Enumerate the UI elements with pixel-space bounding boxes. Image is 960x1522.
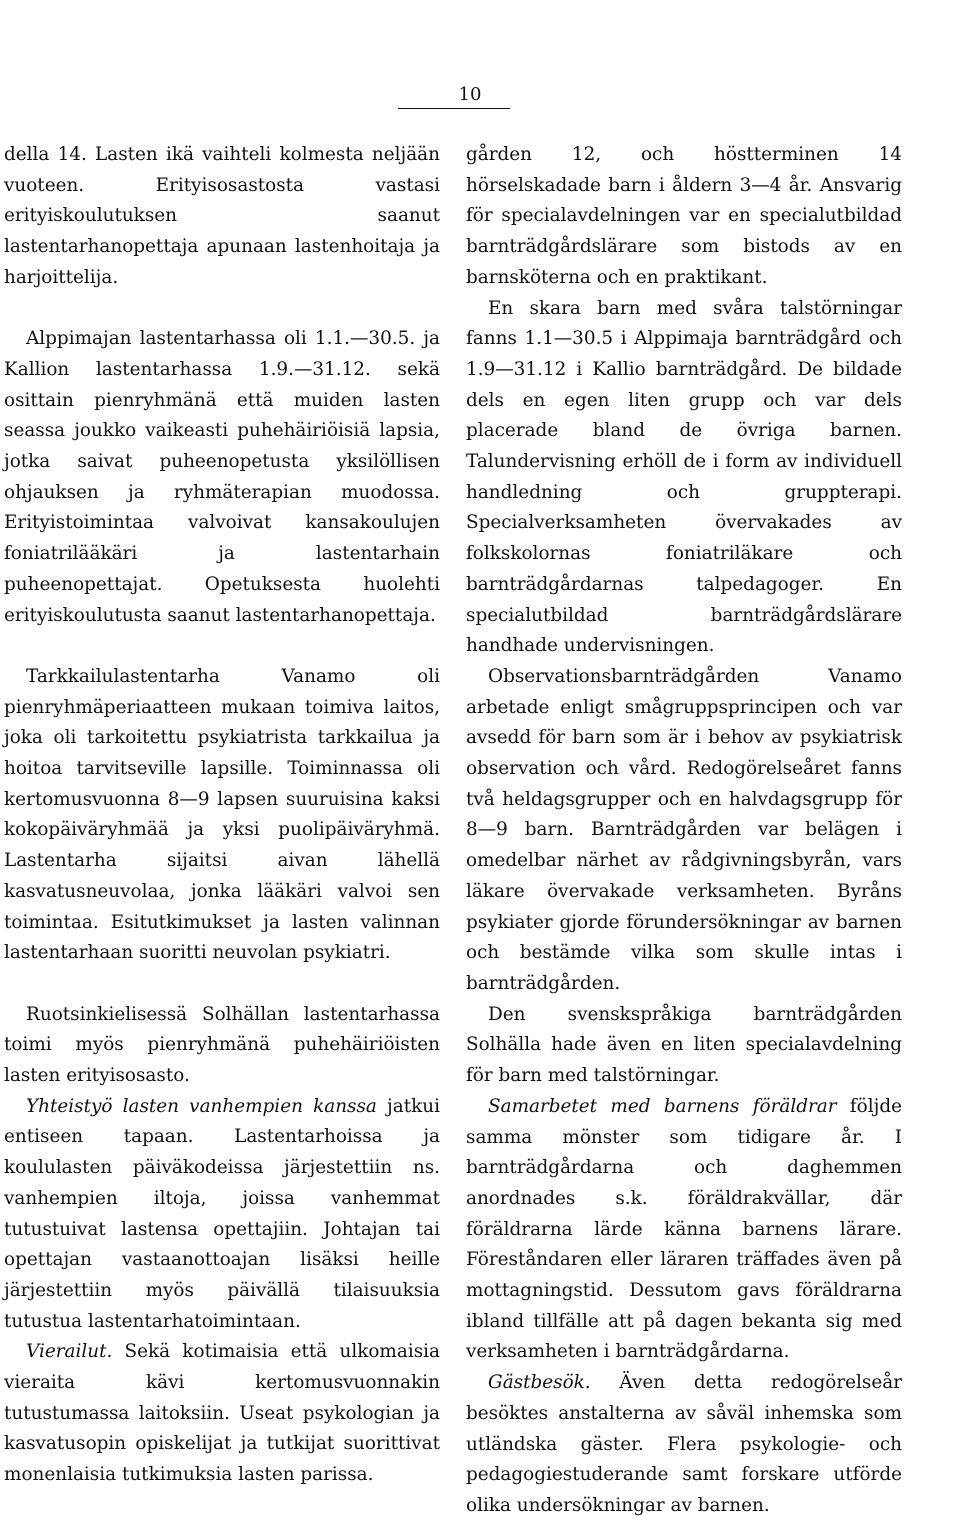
paragraph-6-text: Sekä kotimaisia että ulkomaisia vieraita kävi kertomusvuonnakin tutustumassa laitoksiin. Useat psykologian ja kasvatusopin opiskelijat ja tutkijat suorittivat monenlaisia tutkimuksia lasten parissa. (4, 1341, 440, 1486)
paragraph-5 (466, 1092, 902, 1368)
paragraph-3: Tarkkailulastentarha Vanamo oli pienryhmäperiaatteen mukaan toimiva laitos, joka oli tarkoitettu psykiatrista tarkkailua ja hoitoa tarvitseville lapsille. Toiminnassa oli kertomusvuonna 8—9 lapsen suuruisina kaksi kokopäiväryhmää ja yksi puolipäiväryhmä. Lastentarha sijaitsi aivan lähellä kasvatusneuvolaa, jonka lääkäri valvoi sen toimintaa. Esitutkimukset ja lasten valinnan lastentarhaan suoritti neuvolan psykiatri. (4, 665, 440, 964)
paragraph-5-text: jatkui entiseen tapaan. Lastentarhoissa ja koululasten päiväkodeissa järjestettiin ns. vanhempien iltoja, joissa vanhemmat tutustuivat lastensa opettajiin. Johtajan tai opettajan vastaanottoajan lisäksi heille järjestettiin myös päivällä tilaisuuksia tutustua lastentarhatoimintaan. (4, 1095, 440, 1332)
paragraph-6-text: Även detta redogörelseår besöktes anstalterna av såväl inhemska som utländska gäster. Flera psykologie- och pedagogiestuderande samt forskare utförde olika undersökningar av barnen. (466, 1372, 902, 1516)
paragraph-1: gården 12, och höstterminen 14 hörselskadade barn i åldern 3—4 år. Ansvarig för specialavdelningen var en specialutbildad barnträdgårdslärare som bistods av en barnsköterna och en praktikant. (466, 144, 902, 288)
paragraph-2: En skara barn med svåra talstörningar fanns 1.1—30.5 i Alppimaja barnträdgård och 1.9—31.12 i Kallio barnträdgård. De bildade dels en egen liten grupp och var dels placerade bland de övriga barnen. Talundervisning erhöll de i form av individuell handledning och gruppterapi. Specialverksamheten övervakades av folkskolornas foniatriläkare och barnträdgårdarnas talpedagoger. En specialutbildad barnträdgårdslärare handhade undervisningen. (466, 297, 902, 657)
paragraph-5-text: följde samma mönster som tidigare år. I barnträdgårdarna och daghemmen anordnades s.k. föräldrakvällar, där föräldrarna lärde känna barnens lärare. Föreståndaren eller läraren träffades även på mottagningstid. Dessutom gavs föräldrarna ibland tillfälle att på dagen bekanta sig med verksamheten i barnträdgårdarna. (466, 1095, 902, 1363)
right-column-swedish (466, 140, 902, 1522)
paragraph-6 (4, 1337, 440, 1491)
paragraph-6-heading: Gästbesök. (488, 1372, 591, 1394)
paragraph-6-heading: Vierailut. (26, 1341, 113, 1363)
paragraph-4: Ruotsinkielisessä Solhällan lastentarhassa toimi myös pienryhmänä puhehäiriöisten lasten erityisosasto. (4, 1003, 440, 1087)
paragraph-6 (466, 1368, 902, 1522)
paragraph-5 (4, 1092, 440, 1338)
paragraph-5-heading: Yhteistyö lasten vanhempien kanssa (26, 1095, 377, 1117)
paragraph-4: Den svenskspråkiga barnträdgården Solhälla hade även en liten specialavdelning för barn med talstörningar. (466, 1003, 902, 1087)
paragraph-1: della 14. Lasten ikä vaihteli kolmesta neljään vuoteen. Erityisosastosta vastasi erityiskoulutuksen saanut lastentarhanopettaja apunaan lastenhoitaja ja harjoittelija. (4, 144, 440, 288)
left-column-finnish (4, 140, 440, 1491)
paragraph-5-heading: Samarbetet med barnens föräldrar (488, 1095, 837, 1117)
page-number-rule (398, 108, 510, 109)
page-number: 10 (458, 84, 482, 105)
paragraph-2: Alppimajan lastentarhassa oli 1.1.—30.5. ja Kallion lastentarhassa 1.9.—31.12. sekä osittain pienryhmänä että muiden lasten seassa joukko vaikeasti puhehäiriöisiä lapsia, jotka saivat puheenopetusta yksilöllisen ohjauksen ja ryhmäterapian muodossa. Erityistoimintaa valvoivat kansakoulujen foniatrilääkäri ja lastentarhain puheenopettajat. Opetuksesta huolehti erityiskoulutusta saanut lastentarhanopettaja. (4, 328, 440, 626)
paragraph-3: Observationsbarnträdgården Vanamo arbetade enligt smågruppsprincipen och var avsedd för barn som är i behov av psykiatrisk observation och vård. Redogörelseåret fanns två heldagsgrupper och en halvdagsgrupp för 8—9 barn. Barnträdgården var belägen i omedelbar närhet av rådgivningsbyrån, vars läkare övervakade verksamheten. Byråns psykiater gjorde förundersökningar av barnen och bestämde vilka som skulle intas i barnträdgården. (466, 665, 902, 994)
